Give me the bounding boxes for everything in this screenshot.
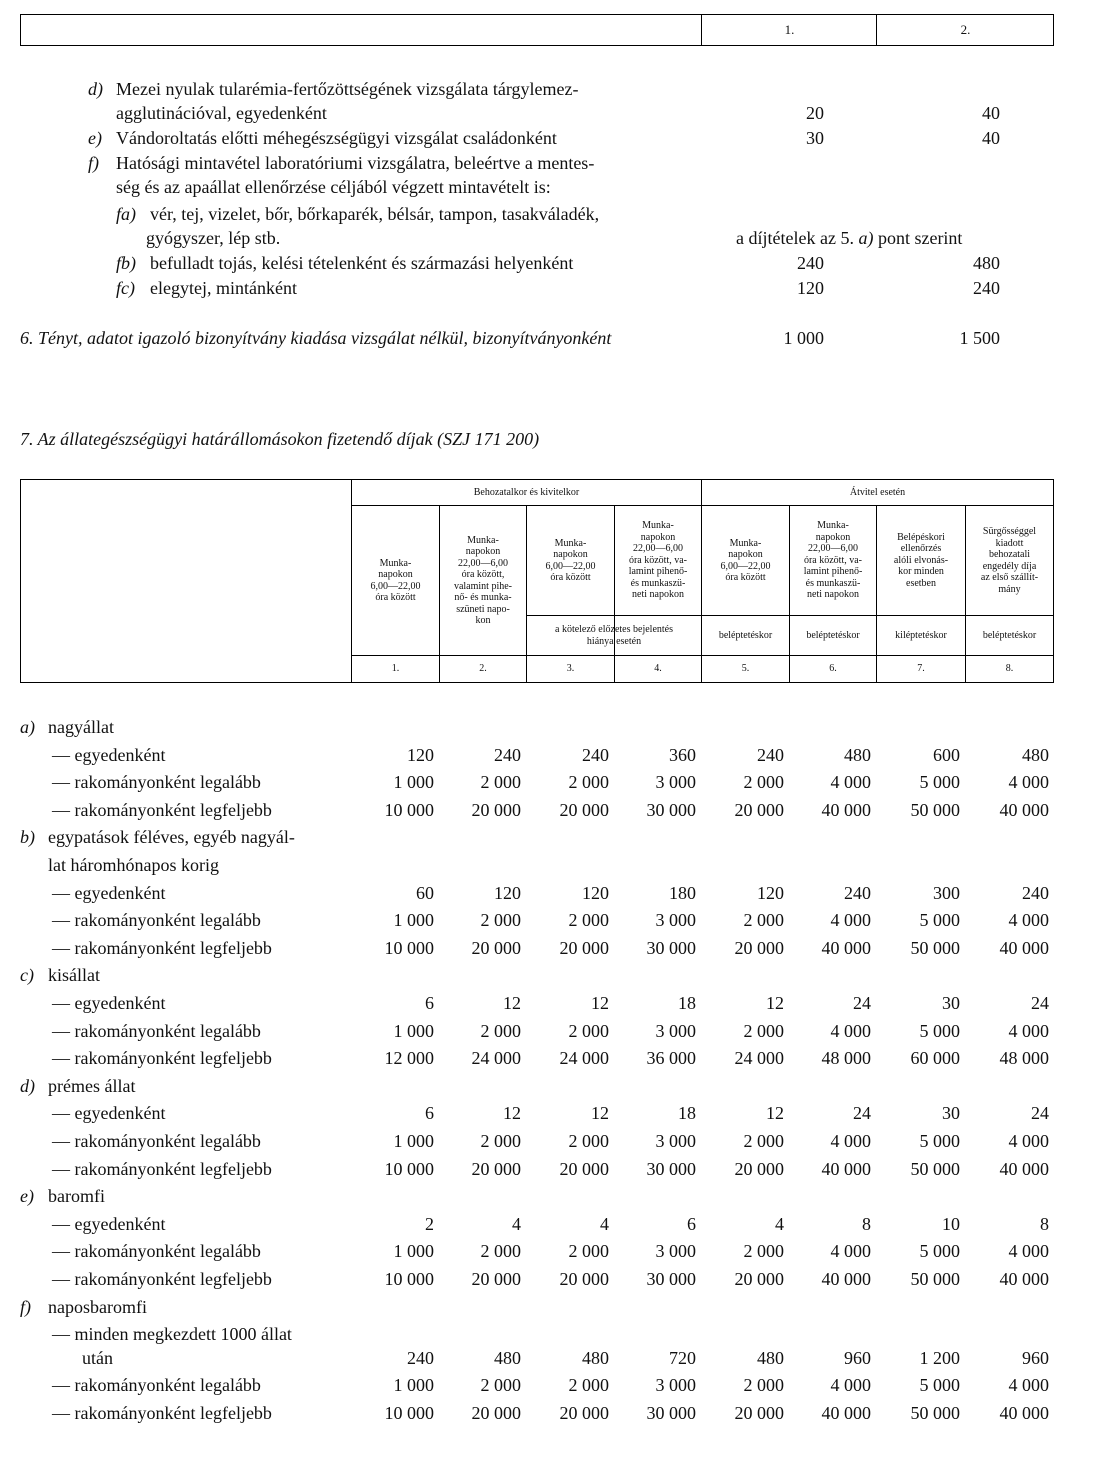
fee-value-col-2: 12: [503, 993, 521, 1013]
fee-value-col-8: 4 000: [1008, 910, 1049, 931]
fee-row: [0, 992, 1103, 1014]
fee-value-col-5: 20 000: [734, 1269, 784, 1289]
col-header-3: [527, 506, 614, 615]
fee-value-col-1: 1 000: [393, 772, 434, 793]
item-fa-marker: fa): [116, 204, 136, 224]
fee-value-col-6: 4 000: [830, 772, 871, 793]
fee-value-col-2: 2 000: [480, 1020, 521, 1041]
fee-row: [0, 1268, 1103, 1290]
fee-row-label: — rakományonként legfeljebb: [52, 1048, 272, 1069]
fee-value-col-2: 4: [512, 1213, 521, 1234]
fee-value-col-4: 720: [669, 1347, 696, 1368]
category-name: baromfi: [48, 1186, 105, 1207]
fee-value-col-7: 50 000: [910, 937, 960, 958]
fee-value-col-2: 12: [503, 1103, 521, 1124]
category-header: [0, 716, 1103, 738]
item-e-value-1: 30: [806, 128, 824, 148]
fee-row-label: — rakományonként legfeljebb: [52, 937, 272, 958]
fee-value-col-1: 10 000: [384, 937, 434, 958]
fee-row: [0, 1213, 1103, 1235]
fee-row-label: — rakományonként legalább: [52, 1131, 261, 1151]
fee-value-col-8: 960: [1022, 1347, 1049, 1368]
fee-row-label: — egyedenként: [52, 744, 166, 765]
fee-value-col-6: 40 000: [821, 799, 871, 820]
section-6-value-1: 1 000: [783, 328, 824, 348]
fee-value-col-6: 4 000: [830, 1375, 871, 1396]
fee-row: [0, 1158, 1103, 1180]
fee-value-col-5: 20 000: [734, 1403, 784, 1423]
item-d-value-1: 20: [806, 103, 824, 123]
category-name: kisállat: [48, 965, 100, 986]
fee-value-col-8: 4 000: [1008, 1020, 1049, 1041]
fee-value-col-8: 40 000: [999, 1403, 1049, 1423]
category-marker: b): [20, 827, 35, 848]
fee-row: [0, 937, 1103, 959]
col-header-7-text: Belépéskori ellenőrzés alóli elvonás- kor minden esetben: [893, 531, 949, 589]
fee-value-col-7: 5 000: [919, 1241, 960, 1262]
fee-row-label-line1: [0, 1323, 1103, 1345]
subheader-col-7: kiléptetéskor: [895, 629, 947, 641]
fee-value-col-5: 12: [766, 1103, 784, 1124]
fee-value-col-4: 30 000: [646, 1403, 696, 1423]
category-header: [0, 1075, 1103, 1097]
item-fb-marker: fb): [116, 253, 136, 273]
col-header-3-text: Munka- napokon 6,00—22,00 óra között: [545, 537, 596, 583]
item-e-value-2: 40: [982, 128, 1000, 148]
col-number-4: 4.: [654, 663, 662, 675]
fee-value-col-4: 36 000: [646, 1048, 696, 1069]
fee-value-col-6: 4 000: [830, 910, 871, 931]
category-header: [0, 826, 1103, 848]
fee-value-col-7: 5 000: [919, 1020, 960, 1041]
fee-row: [0, 1130, 1103, 1152]
fee-value-col-2: 120: [494, 882, 521, 903]
fee-value-col-2: 20 000: [471, 1158, 521, 1179]
fee-value-col-1: 1 000: [393, 1131, 434, 1151]
col-number-2: 2.: [479, 663, 487, 675]
fee-value-col-6: 480: [844, 744, 871, 765]
fee-value-col-2: 2 000: [480, 910, 521, 931]
category-marker: e): [20, 1186, 34, 1207]
col-header-6: [790, 506, 876, 615]
fee-value-col-3: 2 000: [568, 1375, 609, 1396]
subheader-col-6: beléptetéskor: [806, 629, 860, 641]
fee-value-col-3: 120: [582, 882, 609, 903]
fee-value-col-3: 4: [600, 1213, 609, 1234]
fee-value-col-5: 240: [757, 744, 784, 765]
border-post-fee-table-header: [20, 479, 1054, 683]
fee-row-label: — rakományonként legalább: [52, 1375, 261, 1396]
fee-row-label: — rakományonként legalább: [52, 1241, 261, 1262]
fee-value-col-6: 4 000: [830, 1020, 871, 1041]
item-fa-note-prefix: a díjtételek az 5.: [736, 228, 859, 248]
item-fa-text-line2: gyógyszer, lép stb.: [146, 228, 281, 248]
fee-value-col-3: 240: [582, 744, 609, 765]
category-name: prémes állat: [48, 1075, 136, 1096]
fee-value-col-3: 24 000: [559, 1048, 609, 1069]
fee-value-col-3: 2 000: [568, 910, 609, 931]
item-e-text: Vándoroltatás előtti méhegészségügyi vizsgálat családonként: [116, 128, 557, 148]
fee-value-col-5: 20 000: [734, 937, 784, 958]
fee-value-col-6: 40 000: [821, 1158, 871, 1179]
fee-value-col-3: 20 000: [559, 937, 609, 958]
fee-value-col-6: 960: [844, 1347, 871, 1368]
fee-value-col-6: 24: [853, 1103, 871, 1124]
fee-value-col-8: 40 000: [999, 1269, 1049, 1289]
fee-value-col-7: 600: [933, 744, 960, 765]
fee-value-col-5: 24 000: [734, 1048, 784, 1069]
fee-value-col-3: 2 000: [568, 1241, 609, 1262]
fee-value-col-1: 10 000: [384, 799, 434, 820]
fee-row-label: — egyedenként: [52, 993, 166, 1013]
fee-row: [0, 882, 1103, 904]
item-fb-value-2: 480: [973, 253, 1000, 273]
fee-value-col-2: 20 000: [471, 1403, 521, 1423]
item-d-text-line2: agglutinációval, egyedenként: [116, 103, 327, 123]
col-number-6: 6.: [829, 663, 837, 675]
fee-row: [0, 1347, 1103, 1369]
fee-row: [0, 1240, 1103, 1262]
fee-value-col-1: 10 000: [384, 1403, 434, 1423]
category-marker: d): [20, 1075, 35, 1096]
fee-row: [0, 1020, 1103, 1042]
category-name: nagyállat: [48, 717, 114, 737]
fee-value-col-3: 20 000: [559, 1269, 609, 1289]
item-f-text-line2: ség és az apaállat ellenőrzése céljából végzett mintavételt is:: [116, 177, 551, 197]
fee-value-col-8: 480: [1022, 744, 1049, 765]
fee-value-col-3: 480: [582, 1347, 609, 1368]
fee-value-col-6: 40 000: [821, 937, 871, 958]
item-fc-value-1: 120: [797, 278, 824, 298]
subheader-col-8: beléptetéskor: [982, 629, 1037, 641]
col-number-1: 1.: [391, 663, 400, 675]
fee-value-col-5: 2 000: [743, 1131, 784, 1151]
fee-value-col-8: 4 000: [1008, 1241, 1049, 1262]
fee-value-col-8: 8: [1040, 1213, 1049, 1234]
col-number-3: 3.: [566, 663, 575, 675]
fee-value-col-7: 10: [942, 1213, 960, 1234]
section-6-value-2: 1 500: [959, 328, 1000, 348]
fee-value-col-7: 5 000: [919, 910, 960, 931]
fee-value-col-4: 30 000: [646, 937, 696, 958]
fee-value-col-7: 5 000: [919, 1375, 960, 1396]
fee-value-col-1: 1 000: [393, 1375, 434, 1396]
fee-value-col-7: 50 000: [910, 1158, 960, 1179]
fee-value-col-2: 20 000: [471, 937, 521, 958]
fee-value-col-7: 50 000: [910, 1403, 960, 1423]
item-d-text-line1: Mezei nyulak tularémia-fertőzöttségének vizsgálata tárgylemez-: [116, 79, 579, 99]
col-header-1-text: Munka- napokon 6,00—22,00 óra között: [370, 557, 421, 603]
fee-value-col-1: 12 000: [384, 1048, 434, 1069]
fee-value-col-4: 18: [678, 993, 696, 1013]
col-header-2-text: Munka- napokon 22,00—6,00 óra között, valamint pihe- nő- és munka- szüneti napo- kon: [453, 534, 513, 626]
fee-value-col-4: 30 000: [646, 799, 696, 820]
fee-value-col-4: 3 000: [655, 772, 696, 793]
fee-value-col-4: 3 000: [655, 1241, 696, 1262]
fee-value-col-5: 20 000: [734, 799, 784, 820]
fee-value-col-5: 480: [757, 1347, 784, 1368]
subheader-col-5: beléptetéskor: [718, 629, 773, 641]
col-1-number: 1.: [701, 15, 877, 45]
fee-value-col-5: 2 000: [743, 1020, 784, 1041]
fee-value-col-8: 40 000: [999, 799, 1049, 820]
fee-value-col-8: 4 000: [1008, 1375, 1049, 1396]
fee-row: [0, 1402, 1103, 1424]
fee-row-label: — egyedenként: [52, 882, 166, 903]
fee-value-col-4: 360: [669, 744, 696, 765]
fee-value-col-5: 12: [766, 993, 784, 1013]
fee-row-label: — rakományonként legfeljebb: [52, 1269, 272, 1289]
fee-value-col-1: 6: [425, 1103, 434, 1124]
fee-value-col-5: 4: [775, 1213, 784, 1234]
fee-value-col-3: 20 000: [559, 1158, 609, 1179]
fee-value-col-1: 10 000: [384, 1158, 434, 1179]
fee-value-col-5: 2 000: [743, 1375, 784, 1396]
item-f-marker: f): [88, 153, 99, 173]
fee-value-col-3: 12: [591, 1103, 609, 1124]
fee-value-col-4: 3 000: [655, 1020, 696, 1041]
fee-value-col-1: 60: [416, 882, 434, 903]
col-header-8-text: Sürgősséggel kiadott behozatali engedély díja az első szállít- mány: [980, 526, 1039, 595]
category-name-line2: lat háromhónapos korig: [48, 855, 219, 875]
col-header-5-text: Munka- napokon 6,00—22,00 óra között: [720, 537, 771, 583]
fee-value-col-1: 240: [407, 1347, 434, 1368]
category-marker: c): [20, 965, 34, 986]
subheader-missing-notice-text: a kötelező előzetes bejelentés hiánya esetén: [555, 624, 673, 647]
item-fa-note: [736, 227, 962, 249]
fee-value-col-2: 2 000: [480, 1375, 521, 1396]
fee-row-label: — minden megkezdett 1000 állat: [52, 1324, 292, 1345]
fee-value-col-8: 24: [1031, 993, 1049, 1013]
item-fc-text: elegytej, mintánként: [150, 278, 297, 298]
category-header: [0, 964, 1103, 986]
col-number-8: 8.: [1005, 663, 1014, 675]
item-d-marker: d): [88, 79, 103, 99]
item-f-text-line1: Hatósági mintavétel laboratóriumi vizsgálatra, beleértve a mentes-: [116, 153, 595, 173]
fee-value-col-5: 2 000: [743, 910, 784, 931]
fee-value-col-7: 5 000: [919, 1131, 960, 1151]
group-header-transit: Átvitel esetén: [849, 486, 906, 498]
col-header-2: [440, 506, 526, 655]
fee-row: [0, 909, 1103, 931]
fee-row-label: — egyedenként: [52, 1103, 166, 1124]
fee-value-col-1: 1 000: [393, 910, 434, 931]
fee-value-col-3: 2 000: [568, 1131, 609, 1151]
fee-value-col-3: 20 000: [559, 1403, 609, 1423]
fee-value-col-2: 480: [494, 1347, 521, 1368]
section-6-text: 6. Tényt, adatot igazoló bizonyítvány kiadása vizsgálat nélkül, bizonyítványonként: [20, 328, 612, 348]
fee-value-col-7: 50 000: [910, 799, 960, 820]
fee-row-label-line2: után: [82, 1347, 113, 1368]
subheader-missing-notice: [527, 616, 701, 655]
fee-value-col-2: 24 000: [471, 1048, 521, 1069]
fee-value-col-6: 48 000: [821, 1048, 871, 1069]
fee-value-col-6: 24: [853, 993, 871, 1013]
fee-value-col-2: 2 000: [480, 772, 521, 793]
fee-value-col-2: 20 000: [471, 799, 521, 820]
col-header-5: [702, 506, 789, 615]
fee-value-col-2: 2 000: [480, 1241, 521, 1262]
fee-row: [0, 744, 1103, 766]
fee-value-col-8: 4 000: [1008, 1131, 1049, 1151]
fee-value-col-4: 30 000: [646, 1269, 696, 1289]
section-7-title: 7. Az állategészségügyi határállomásokon fizetendő díjak (SZJ 171 200): [20, 429, 540, 449]
fee-value-col-8: 240: [1022, 882, 1049, 903]
fee-value-col-6: 240: [844, 882, 871, 903]
fee-value-col-8: 48 000: [999, 1048, 1049, 1069]
fee-value-col-7: 300: [933, 882, 960, 903]
fee-row: [0, 1374, 1103, 1396]
fee-value-col-7: 1 200: [919, 1347, 960, 1368]
group-header-import-export: Behozatalkor és kivitelkor: [473, 486, 580, 498]
fee-value-col-1: 120: [407, 744, 434, 765]
col-2-number: 2.: [876, 15, 1054, 45]
fee-value-col-4: 18: [678, 1103, 696, 1124]
fee-row-label: — rakományonként legfeljebb: [52, 1158, 272, 1179]
fee-row: [0, 771, 1103, 793]
fee-value-col-5: 2 000: [743, 1241, 784, 1262]
item-fc-value-2: 240: [973, 278, 1000, 298]
fee-value-col-2: 20 000: [471, 1269, 521, 1289]
fee-value-col-1: 6: [425, 993, 434, 1013]
col-header-1: [352, 506, 439, 655]
fee-value-col-7: 50 000: [910, 1269, 960, 1289]
fee-value-col-8: 40 000: [999, 937, 1049, 958]
col-header-4: [615, 506, 701, 615]
fee-value-col-1: 1 000: [393, 1020, 434, 1041]
fee-row-label: — rakományonként legfeljebb: [52, 799, 272, 820]
fee-value-col-4: 3 000: [655, 910, 696, 931]
fee-value-col-7: 60 000: [910, 1048, 960, 1069]
fee-value-col-1: 1 000: [393, 1241, 434, 1262]
fee-value-col-2: 240: [494, 744, 521, 765]
item-fc-marker: fc): [116, 278, 135, 298]
fee-value-col-8: 24: [1031, 1103, 1049, 1124]
fee-value-col-8: 4 000: [1008, 772, 1049, 793]
col-header-7: [877, 506, 965, 615]
fee-row-label: — rakományonként legalább: [52, 910, 261, 931]
item-d-value-2: 40: [982, 103, 1000, 123]
category-header: [0, 1185, 1103, 1207]
fee-value-col-4: 3 000: [655, 1375, 696, 1396]
fee-row-label: — egyedenként: [52, 1213, 166, 1234]
fee-value-col-3: 20 000: [559, 799, 609, 820]
col-header-8: [966, 506, 1053, 615]
col-number-5: 5.: [741, 663, 750, 675]
category-name: egypatások féléves, egyéb nagyál-: [48, 827, 295, 848]
fee-value-col-8: 40 000: [999, 1158, 1049, 1179]
fee-value-col-7: 5 000: [919, 772, 960, 793]
fee-row-label: — rakományonként legalább: [52, 1020, 261, 1041]
fee-value-col-4: 3 000: [655, 1131, 696, 1151]
fee-value-col-3: 2 000: [568, 1020, 609, 1041]
fee-value-col-2: 2 000: [480, 1131, 521, 1151]
fee-row: [0, 1047, 1103, 1069]
fee-row-label: — rakományonként legalább: [52, 772, 261, 793]
continuation-header-table: [20, 14, 1054, 46]
fee-value-col-6: 40 000: [821, 1269, 871, 1289]
category-header-continued: [0, 854, 1103, 876]
item-e-marker: e): [88, 128, 102, 148]
fee-value-col-3: 2 000: [568, 772, 609, 793]
fee-value-col-1: 2: [425, 1213, 434, 1234]
fee-value-col-6: 40 000: [821, 1403, 871, 1423]
col-header-6-text: Munka- napokon 22,00—6,00 óra között, va- lamint pihenő- és munkaszü- neti napokon: [803, 520, 863, 601]
fee-value-col-7: 30: [942, 993, 960, 1013]
fee-value-col-4: 30 000: [646, 1158, 696, 1179]
item-fb-text: befulladt tojás, kelési tételenként és származási helyenként: [150, 253, 574, 273]
item-fb-value-1: 240: [797, 253, 824, 273]
item-fa-note-suffix: pont szerint: [873, 228, 963, 248]
fee-value-col-5: 2 000: [743, 772, 784, 793]
fee-value-col-6: 4 000: [830, 1241, 871, 1262]
category-name: naposbaromfi: [48, 1296, 147, 1317]
fee-value-col-6: 8: [862, 1213, 871, 1234]
fee-value-col-4: 6: [687, 1213, 696, 1234]
fee-value-col-5: 20 000: [734, 1158, 784, 1179]
fee-value-col-6: 4 000: [830, 1131, 871, 1151]
fee-row-label: — rakományonként legfeljebb: [52, 1403, 272, 1423]
col-header-4-text: Munka- napokon 22,00—6,00 óra között, va- lamint pihenő- és munkaszü- neti napokon: [628, 520, 688, 601]
fee-value-col-4: 180: [669, 882, 696, 903]
item-fa-note-italic: a): [858, 228, 874, 248]
category-header: [0, 1296, 1103, 1318]
fee-value-col-1: 10 000: [384, 1269, 434, 1289]
fee-value-col-7: 30: [942, 1103, 960, 1124]
category-marker: a): [20, 717, 35, 737]
col-number-7: 7.: [917, 663, 925, 675]
fee-row: [0, 799, 1103, 821]
item-fa-text-line1: vér, tej, vizelet, bőr, bőrkaparék, bélsár, tampon, tasakváladék,: [150, 204, 600, 224]
fee-value-col-3: 12: [591, 993, 609, 1013]
fee-row: [0, 1102, 1103, 1124]
fee-value-col-5: 120: [757, 882, 784, 903]
category-marker: f): [20, 1296, 31, 1317]
